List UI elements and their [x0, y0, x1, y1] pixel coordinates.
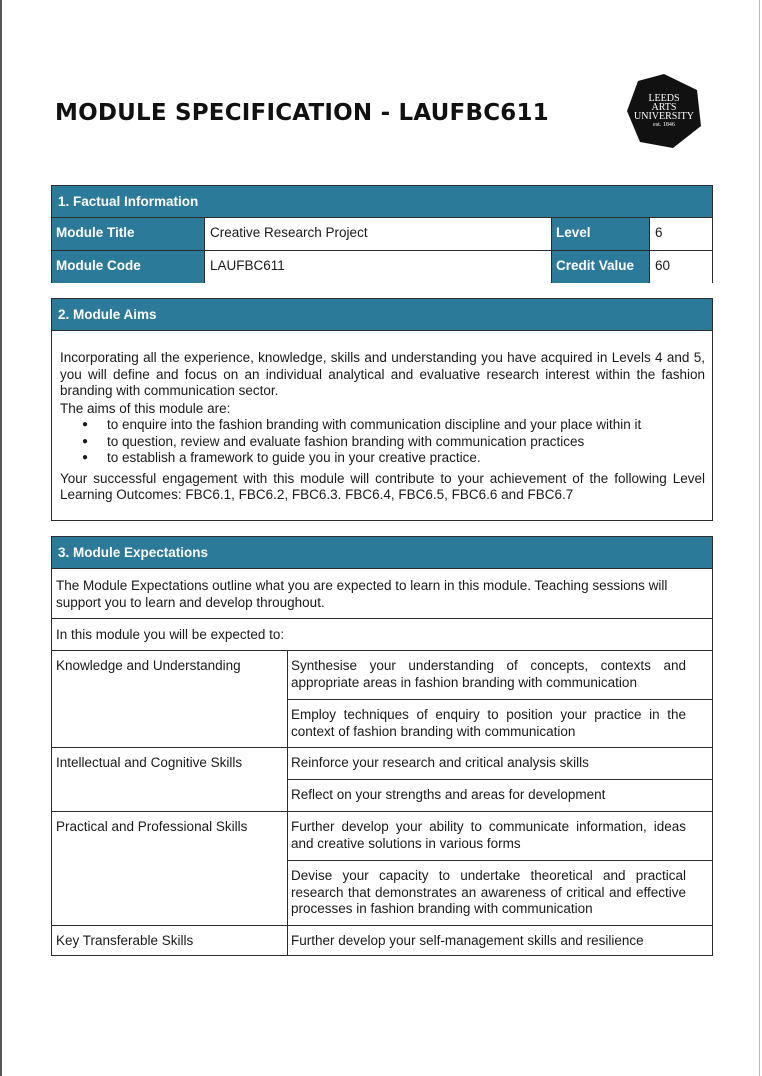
expectation-group-transferable — [52, 926, 712, 956]
group-items — [288, 651, 712, 747]
expectation-group-intellectual — [52, 748, 712, 812]
module-expectations-section — [51, 536, 713, 956]
logo-line-1: LEEDS — [648, 93, 680, 104]
aims-outcomes: Your successful engagement with this module will contribute to your achievement of the following Level Learning Outcomes: FBC6.1, FBC6.2, FBC6.3. FBC6.4, FBC6.5, FBC6.6 and FBC6.7 — [60, 470, 705, 502]
expectation-group-practical — [52, 812, 712, 926]
credit-value: 60 — [649, 251, 712, 283]
module-title-value: Creative Research Project — [204, 218, 552, 250]
aims-label: The aims of this module are: — [60, 400, 231, 416]
expectation-item: Employ techniques of enquiry to position your practice in the context of fashion branding with communication — [288, 699, 712, 747]
page-title: MODULE SPECIFICATION - LAUFBC611 — [55, 100, 549, 126]
expectation-item: Devise your capacity to undertake theoretical and practical research that demonstrates an awareness of critical and effective processes in fashion branding with communication — [288, 860, 712, 925]
logo-text — [626, 94, 702, 130]
factual-row-code — [52, 250, 712, 283]
expectations-intro: The Module Expectations outline what you are expected to learn in this module. Teaching sessions will support you to learn and develop throughout. — [52, 569, 712, 619]
factual-information-heading: 1. Factual Information — [52, 186, 712, 218]
module-code-value: LAUFBC611 — [204, 251, 552, 283]
expectation-group-knowledge — [52, 651, 712, 748]
factual-information-section — [51, 185, 713, 283]
expectation-item: Further develop your self-management skills and resilience — [291, 933, 644, 948]
module-expectations-heading: 3. Module Expectations — [52, 537, 712, 569]
page-edge-left — [0, 0, 2, 1076]
expectations-expected: In this module you will be expected to: — [52, 619, 712, 651]
aim-item: ● to enquire into the fashion branding with communication discipline and your place within it — [60, 417, 705, 434]
level-label: Level — [552, 218, 649, 250]
group-items — [288, 748, 712, 811]
page-edge-right — [759, 0, 760, 1076]
expectation-item: Synthesise your understanding of concepts, contexts and appropriate areas in fashion branding with communication — [291, 658, 686, 690]
aim-item: ● to question, review and evaluate fashion branding with communication practices — [60, 434, 705, 451]
module-aims-section — [51, 298, 713, 521]
group-label: Key Transferable Skills — [52, 926, 288, 956]
group-label: Knowledge and Understanding — [52, 651, 288, 747]
aims-intro: Incorporating all the experience, knowledge, skills and understanding you have acquired in Levels 4 and 5, you will define and focus on an individual analytical and evaluative research interest within the fashion branding with communication sector. — [60, 350, 705, 398]
group-label: Intellectual and Cognitive Skills — [52, 748, 288, 811]
logo-line-2: ARTS — [651, 102, 677, 113]
credit-value-label: Credit Value — [552, 251, 649, 283]
logo-line-3: UNIVERSITY — [634, 111, 694, 122]
module-aims-heading: 2. Module Aims — [52, 299, 712, 331]
group-label: Practical and Professional Skills — [52, 812, 288, 925]
module-title-label: Module Title — [52, 218, 204, 250]
aim-item: ● to establish a framework to guide you in your creative practice. — [60, 450, 705, 467]
module-code-label: Module Code — [52, 251, 204, 283]
expectation-item: Reflect on your strengths and areas for development — [288, 779, 712, 811]
expectation-item: Further develop your ability to communicate information, ideas and creative solutions in various forms — [291, 819, 686, 851]
level-value: 6 — [649, 218, 712, 250]
module-aims-body — [52, 331, 712, 504]
factual-row-title — [52, 218, 712, 250]
group-items — [288, 926, 712, 956]
expectation-item: Reinforce your research and critical analysis skills — [291, 755, 589, 770]
group-items — [288, 812, 712, 925]
logo-est: est. 1846 — [653, 122, 675, 128]
aims-list — [60, 417, 705, 467]
